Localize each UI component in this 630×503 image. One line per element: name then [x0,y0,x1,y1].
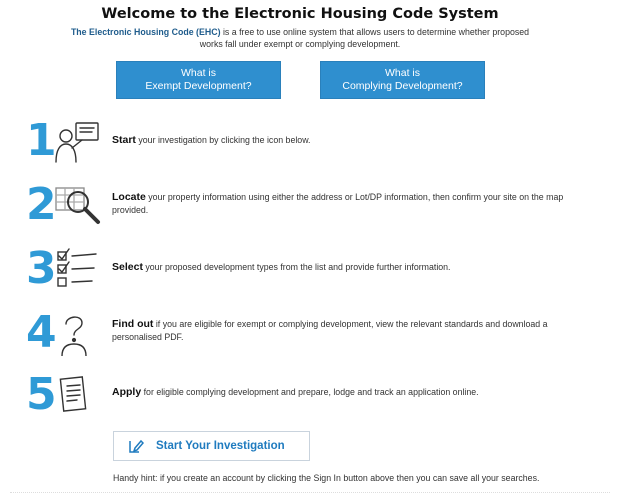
step-keyword: Apply [112,386,142,398]
step-text [112,318,592,343]
step-5 [26,369,606,422]
complying-button-line2: Complying Development? [342,80,463,92]
step-number: 1 [26,115,57,166]
step-keyword: Locate [112,191,146,203]
intro-text [60,27,540,50]
step-number: 3 [26,243,57,294]
exempt-button-line2: Exempt Development? [145,80,252,92]
intro-emphasis: The Electronic Housing Code (EHC) [70,27,221,37]
step-number: 5 [26,369,57,420]
step-description: your proposed development types from the list and provide further information. [142,262,451,272]
step-keyword: Start [112,134,136,146]
step-text [112,261,592,274]
edit-form-icon [128,438,144,454]
step-text [112,134,592,147]
question-person-icon [52,312,104,356]
start-investigation-button[interactable] [113,431,310,461]
exempt-button-line1: What is [180,67,216,79]
what-is-exempt-button[interactable] [116,61,281,99]
step-description: for eligible complying development and prepare, lodge and track an application online. [141,387,479,397]
step-4 [26,307,606,360]
checklist-icon [52,248,104,292]
complying-button-line1: What is [384,67,420,79]
start-investigation-label: Start Your Investigation [156,440,285,452]
step-description: if you are eligible for exempt or complying development, view the relevant standards and download a personalised PDF. [112,319,548,342]
step-1 [26,115,606,168]
intro-body: is a free to use online system that allows users to determine whether proposed works fall under exempt or complying development. [199,27,530,49]
step-description: your investigation by clicking the icon below. [135,135,311,145]
step-text [112,386,592,399]
step-description: your property information using either the address or Lot/DP information, then confirm your site on the map provided. [112,192,564,215]
footer-divider [10,492,610,493]
step-number: 2 [26,179,57,230]
magnifier-map-icon [52,184,104,228]
step-text [112,191,592,216]
what-is-complying-button[interactable] [320,61,485,99]
step-number: 4 [26,307,57,358]
handy-hint: Handy hint: if you create an account by clicking the Sign In button above then you can save all your searches. [113,473,540,483]
step-3 [26,243,606,296]
step-keyword: Find out [112,318,154,330]
step-2 [26,179,606,232]
step-keyword: Select [112,261,143,273]
person-at-screen-icon [52,120,104,164]
page-title: Welcome to the Electronic Housing Code System [101,6,499,22]
document-icon [52,374,104,418]
